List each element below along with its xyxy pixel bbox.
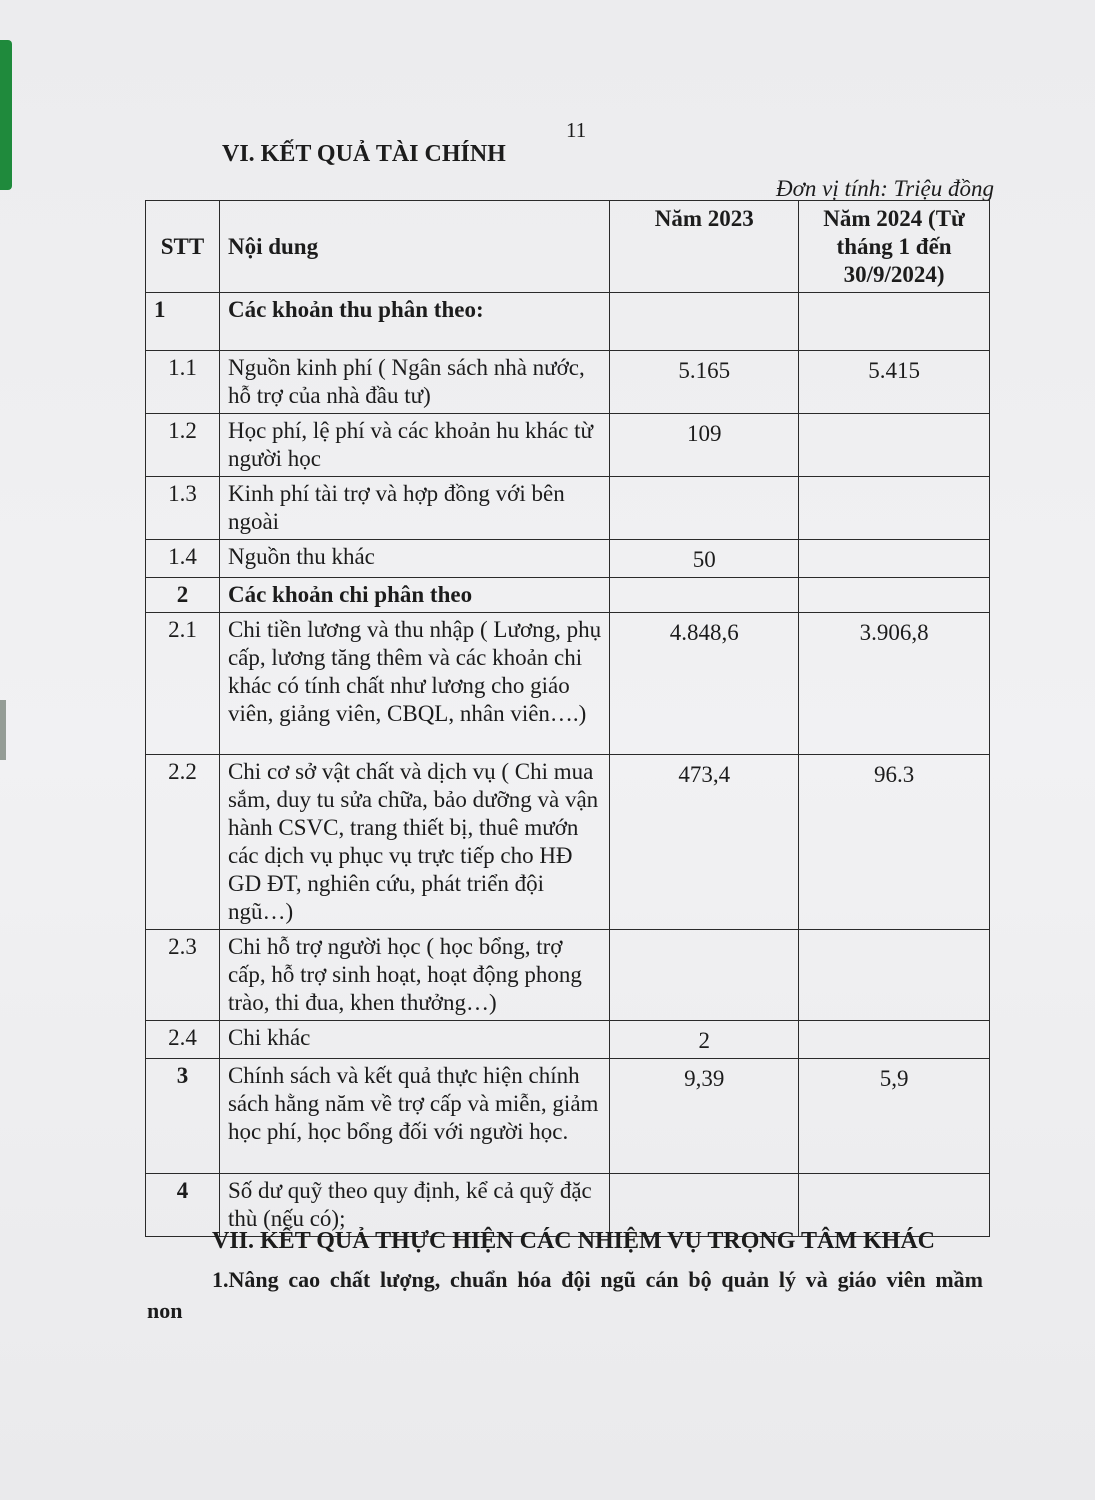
row-content: Nguồn thu khác xyxy=(219,540,609,578)
row-content: Kinh phí tài trợ và hợp đồng với bên ngoài xyxy=(219,477,609,540)
table-header-row xyxy=(146,201,990,293)
row-value-2023: 50 xyxy=(610,540,799,578)
dark-cover-edge xyxy=(0,700,6,760)
table-row xyxy=(146,293,990,351)
row-stt: 1.2 xyxy=(146,414,220,477)
row-stt: 2 xyxy=(146,578,220,613)
row-content: Chính sách và kết quả thực hiện chính sách hằng năm về trợ cấp và miễn, giảm học phí, học bổng đối với người học. xyxy=(219,1059,609,1174)
financial-results-table xyxy=(145,200,990,1237)
row-value-2023: 109 xyxy=(610,414,799,477)
table-row xyxy=(146,414,990,477)
row-content: Chi hỗ trợ người học ( học bổng, trợ cấp, hỗ trợ sinh hoạt, hoạt động phong trào, thi đua, khen thưởng…) xyxy=(219,930,609,1021)
row-content: Các khoản thu phân theo: xyxy=(219,293,609,351)
row-value-2024: 3.906,8 xyxy=(799,613,990,755)
row-stt: 2.4 xyxy=(146,1021,220,1059)
row-value-2024: 96.3 xyxy=(799,755,990,930)
row-value-2023 xyxy=(610,578,799,613)
row-content: Các khoản chi phân theo xyxy=(219,578,609,613)
row-content: Số dư quỹ theo quy định, kể cả quỹ đặc thù (nếu có); xyxy=(219,1174,609,1237)
unit-note: Đơn vị tính: Triệu đồng xyxy=(776,176,994,201)
row-stt: 1.1 xyxy=(146,351,220,414)
table-row xyxy=(146,755,990,930)
section-title: VI. KẾT QUẢ TÀI CHÍNH xyxy=(222,141,506,167)
header-year-2024: Năm 2024 (Từ tháng 1 đến 30/9/2024) xyxy=(799,201,990,293)
row-value-2024 xyxy=(799,1021,990,1059)
row-value-2024: 5,9 xyxy=(799,1059,990,1174)
row-value-2024 xyxy=(799,578,990,613)
row-value-2023 xyxy=(610,293,799,351)
row-value-2024: 5.415 xyxy=(799,351,990,414)
green-cover-edge xyxy=(0,40,12,190)
row-stt: 1 xyxy=(146,293,220,351)
header-content: Nội dung xyxy=(219,201,609,293)
row-stt: 2.1 xyxy=(146,613,220,755)
row-content: Chi tiền lương và thu nhập ( Lương, phụ cấp, lương tăng thêm và các khoản chi khác có tính chất như lương cho giáo viên, giảng viên, CBQL, nhân viên….) xyxy=(219,613,609,755)
section-seven-title: VII. KẾT QUẢ THỰC HIỆN CÁC NHIỆM VỤ TRỌNG TÂM KHÁC xyxy=(212,1228,935,1254)
table-row xyxy=(146,613,990,755)
row-value-2023: 2 xyxy=(610,1021,799,1059)
row-value-2024 xyxy=(799,930,990,1021)
row-content: Chi cơ sở vật chất và dịch vụ ( Chi mua sắm, duy tu sửa chữa, bảo dưỡng và vận hành CSVC, trang thiết bị, thuê mướn các dịch vụ phục vụ trực tiếp cho HĐ GD ĐT, nghiên cứu, phát triển đội ngũ…) xyxy=(219,755,609,930)
row-stt: 4 xyxy=(146,1174,220,1237)
row-content: Chi khác xyxy=(219,1021,609,1059)
row-value-2023 xyxy=(610,477,799,540)
table-row xyxy=(146,578,990,613)
table-row xyxy=(146,930,990,1021)
row-stt: 2.2 xyxy=(146,755,220,930)
table-row xyxy=(146,1059,990,1174)
table-row xyxy=(146,540,990,578)
row-value-2023: 5.165 xyxy=(610,351,799,414)
row-value-2024 xyxy=(799,477,990,540)
table-row xyxy=(146,351,990,414)
row-value-2024 xyxy=(799,293,990,351)
row-content: Học phí, lệ phí và các khoản hu khác từ người học xyxy=(219,414,609,477)
table-row xyxy=(146,477,990,540)
row-value-2023: 9,39 xyxy=(610,1059,799,1174)
page-number: 11 xyxy=(566,118,587,142)
subsection-title: 1.Nâng cao chất lượng, chuẩn hóa đội ngũ cán bộ quản lý và giáo viên mầm non xyxy=(147,1267,983,1323)
table-row xyxy=(146,1021,990,1059)
row-stt: 1.3 xyxy=(146,477,220,540)
row-value-2024 xyxy=(799,540,990,578)
row-value-2023 xyxy=(610,930,799,1021)
row-stt: 1.4 xyxy=(146,540,220,578)
row-stt: 2.3 xyxy=(146,930,220,1021)
row-content: Nguồn kinh phí ( Ngân sách nhà nước, hỗ trợ của nhà đầu tư) xyxy=(219,351,609,414)
row-value-2023: 4.848,6 xyxy=(610,613,799,755)
row-value-2024 xyxy=(799,414,990,477)
header-year-2023: Năm 2023 xyxy=(610,201,799,293)
row-stt: 3 xyxy=(146,1059,220,1174)
row-value-2023: 473,4 xyxy=(610,755,799,930)
header-stt: STT xyxy=(146,201,220,293)
